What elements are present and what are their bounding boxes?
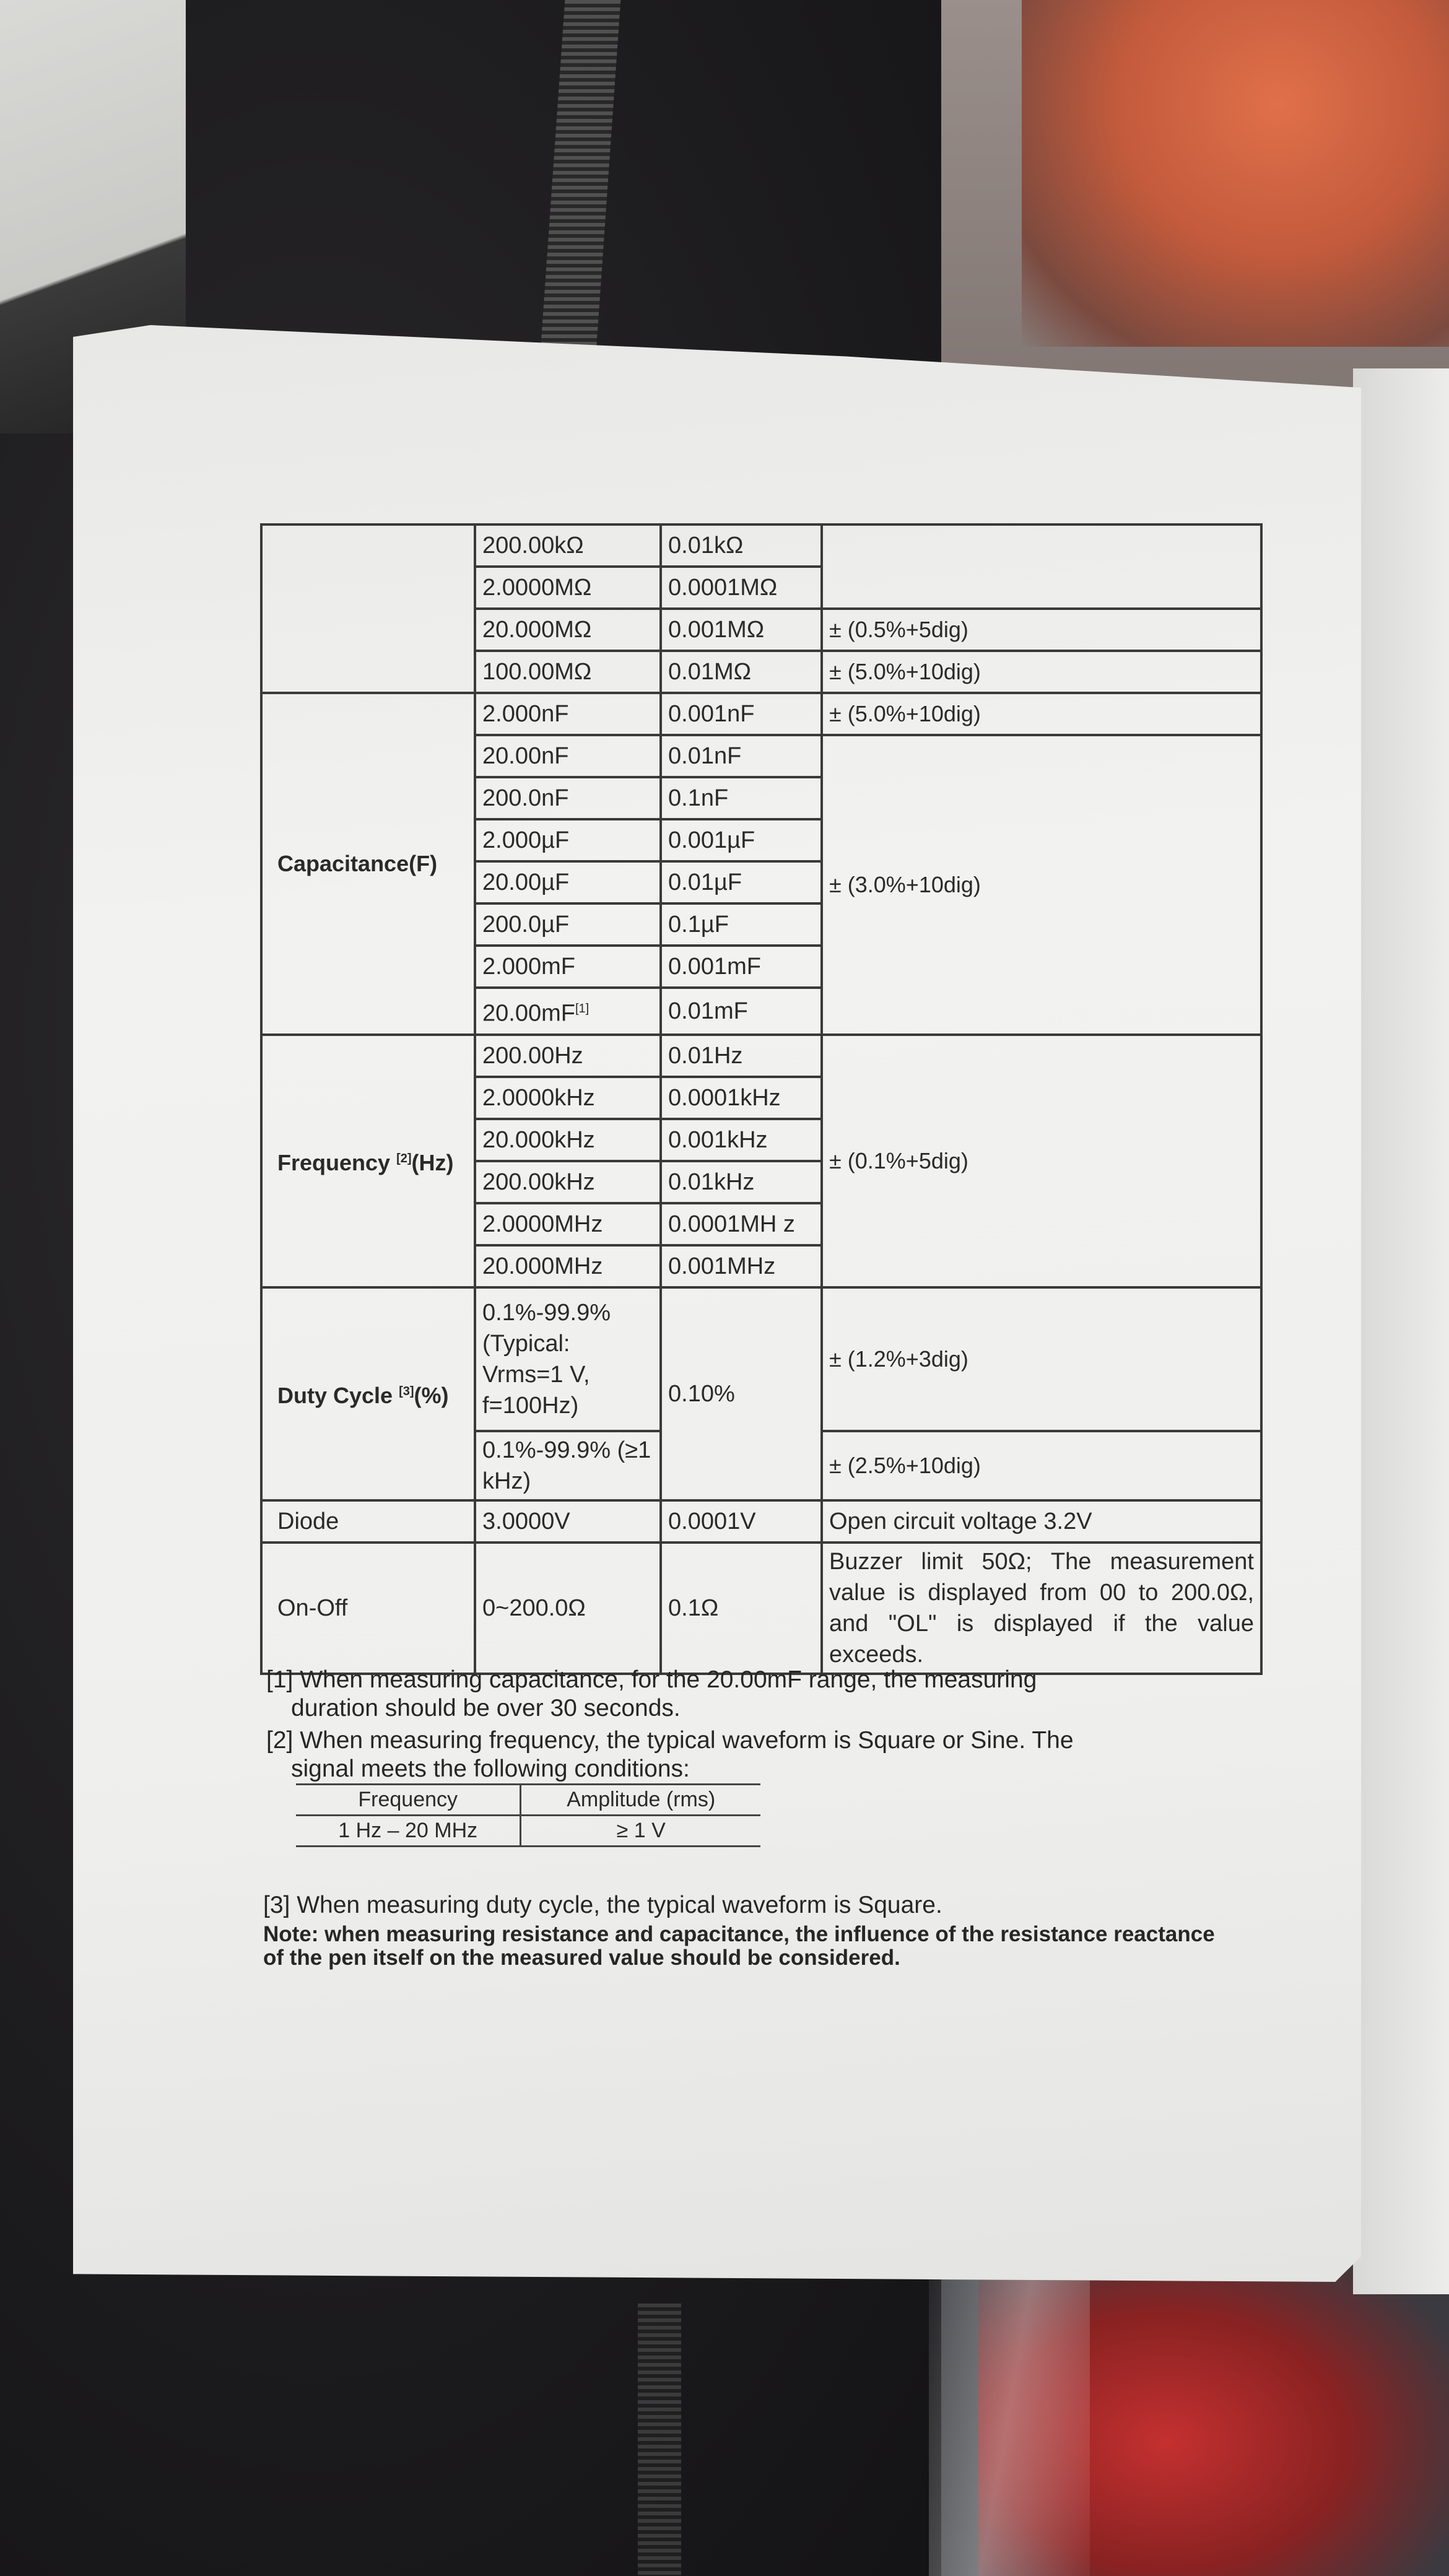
range-cell: 2.000mF bbox=[475, 946, 661, 988]
footnote-2-line2: signal meets the following conditions: bbox=[291, 1756, 690, 1782]
range-cell: 20.00nF bbox=[475, 735, 661, 777]
footnote-1-line1: [1] When measuring capacitance, for the 20.00mF range, the measuring bbox=[266, 1666, 1037, 1693]
range-cell: 2.0000MHz bbox=[475, 1203, 661, 1245]
range-cell: 3.0000V bbox=[475, 1500, 661, 1543]
range-cell bbox=[475, 988, 661, 1035]
table-row bbox=[261, 1035, 1261, 1077]
resolution-cell: 0.001nF bbox=[661, 693, 822, 735]
next-page-edge bbox=[1353, 368, 1449, 2294]
footnote-1-line2: duration should be over 30 seconds. bbox=[291, 1695, 681, 1721]
footnotes bbox=[266, 1666, 1257, 1787]
spec-table bbox=[260, 523, 1263, 1675]
resolution-cell: 0.01nF bbox=[661, 735, 822, 777]
signal-conditions-table bbox=[296, 1783, 760, 1847]
header-cell: Amplitude (rms) bbox=[521, 1785, 760, 1816]
resolution-cell: 0.0001kHz bbox=[661, 1077, 822, 1119]
resolution-cell: 0.001mF bbox=[661, 946, 822, 988]
table-row bbox=[296, 1785, 760, 1816]
resolution-cell: 0.001MHz bbox=[661, 1245, 822, 1287]
range-cell: 200.0µF bbox=[475, 903, 661, 946]
footnotes-continued bbox=[263, 1892, 1229, 1970]
accuracy-cell bbox=[822, 524, 1261, 609]
resolution-cell: 0.001MΩ bbox=[661, 609, 822, 651]
accuracy-cell: Open circuit voltage 3.2V bbox=[822, 1500, 1261, 1543]
general-note bbox=[263, 1923, 1229, 1970]
value-cell: 1 Hz – 20 MHz bbox=[296, 1816, 521, 1847]
footnote-mark: [2] bbox=[396, 1152, 412, 1166]
range-cell: 20.00µF bbox=[475, 861, 661, 903]
accuracy-cell: ± (3.0%+10dig) bbox=[822, 735, 1261, 1035]
range-cell: 200.00Hz bbox=[475, 1035, 661, 1077]
range-cell: 20.000kHz bbox=[475, 1119, 661, 1161]
resolution-cell: 0.1µF bbox=[661, 903, 822, 946]
resolution-cell: 0.01Hz bbox=[661, 1035, 822, 1077]
accuracy-cell: ± (5.0%+10dig) bbox=[822, 693, 1261, 735]
zipper-bottom bbox=[638, 2304, 681, 2576]
range-cell: 2.0000kHz bbox=[475, 1077, 661, 1119]
function-cell-capacitance: Capacitance(F) bbox=[261, 693, 475, 1035]
resolution-cell: 0.1nF bbox=[661, 777, 822, 819]
footnote-2-line1: [2] When measuring frequency, the typical waveform is Square or Sine. The bbox=[266, 1727, 1074, 1754]
resolution-cell: 0.0001MΩ bbox=[661, 567, 822, 609]
range-cell: 2.0000MΩ bbox=[475, 567, 661, 609]
plastic-reflection bbox=[929, 2242, 1090, 2576]
footnote-1 bbox=[266, 1666, 1257, 1723]
function-unit: (%) bbox=[414, 1383, 449, 1409]
range-cell: 2.000nF bbox=[475, 693, 661, 735]
resolution-cell: 0.001kHz bbox=[661, 1119, 822, 1161]
function-cell-duty bbox=[261, 1287, 475, 1500]
header-cell: Frequency bbox=[296, 1785, 521, 1816]
range-cell: 0~200.0Ω bbox=[475, 1543, 661, 1674]
resolution-cell: 0.01kΩ bbox=[661, 524, 822, 567]
function-text: Frequency bbox=[277, 1150, 391, 1176]
footnote-mark: [1] bbox=[575, 1002, 590, 1016]
accuracy-cell: ± (1.2%+3dig) bbox=[822, 1287, 1261, 1431]
note-text: when measuring resistance and capacitance, the influence of the resistance reactance of the pen itself on the measured value should be considered. bbox=[263, 1922, 1215, 1970]
range-cell: 2.000µF bbox=[475, 819, 661, 861]
footnote-2 bbox=[266, 1726, 1257, 1783]
resolution-cell: 0.1Ω bbox=[661, 1543, 822, 1674]
table-row bbox=[261, 1543, 1261, 1674]
accuracy-cell: ± (2.5%+10dig) bbox=[822, 1431, 1261, 1500]
range-cell: 200.00kHz bbox=[475, 1161, 661, 1203]
resolution-cell: 0.01µF bbox=[661, 861, 822, 903]
function-cell bbox=[261, 524, 475, 693]
accuracy-cell: Buzzer limit 50Ω; The measurement value is displayed from 00 to 200.0Ω, and "OL" is displayed if the value exceeds. bbox=[822, 1543, 1261, 1674]
function-text: Duty Cycle bbox=[277, 1383, 393, 1409]
note-label: Note: bbox=[263, 1922, 319, 1946]
table-row bbox=[261, 1287, 1261, 1431]
range-cell: 20.000MΩ bbox=[475, 609, 661, 651]
function-cell-onoff: On-Off bbox=[261, 1543, 475, 1674]
accuracy-cell: ± (5.0%+10dig) bbox=[822, 651, 1261, 693]
footnote-mark: [3] bbox=[399, 1385, 414, 1399]
range-cell: 200.00kΩ bbox=[475, 524, 661, 567]
resolution-cell: 0.001µF bbox=[661, 819, 822, 861]
table-row bbox=[261, 693, 1261, 735]
range-cell: 200.0nF bbox=[475, 777, 661, 819]
range-cell: 20.000MHz bbox=[475, 1245, 661, 1287]
range-cell: 0.1%-99.9% (Typical: Vrms=1 V, f=100Hz) bbox=[475, 1287, 661, 1431]
resolution-cell: 0.01kHz bbox=[661, 1161, 822, 1203]
footnote-3: [3] When measuring duty cycle, the typical waveform is Square. bbox=[263, 1892, 942, 1918]
accuracy-cell: ± (0.1%+5dig) bbox=[822, 1035, 1261, 1287]
table-row bbox=[261, 524, 1261, 567]
table-row bbox=[296, 1816, 760, 1847]
range-cell: 0.1%-99.9% (≥1 kHz) bbox=[475, 1431, 661, 1500]
resolution-cell: 0.01MΩ bbox=[661, 651, 822, 693]
resolution-cell: 0.0001V bbox=[661, 1500, 822, 1543]
resolution-cell: 0.01mF bbox=[661, 988, 822, 1035]
table-row bbox=[261, 1500, 1261, 1543]
function-cell-diode: Diode bbox=[261, 1500, 475, 1543]
accuracy-cell: ± (0.5%+5dig) bbox=[822, 609, 1261, 651]
resolution-cell: 0.0001MH z bbox=[661, 1203, 822, 1245]
resolution-cell: 0.10% bbox=[661, 1287, 822, 1500]
value-cell: ≥ 1 V bbox=[521, 1816, 760, 1847]
range-text: 20.00mF bbox=[482, 1000, 575, 1027]
range-cell: 100.00MΩ bbox=[475, 651, 661, 693]
function-unit: (Hz) bbox=[411, 1150, 454, 1176]
function-cell-frequency bbox=[261, 1035, 475, 1287]
orange-cloth bbox=[1022, 0, 1449, 347]
